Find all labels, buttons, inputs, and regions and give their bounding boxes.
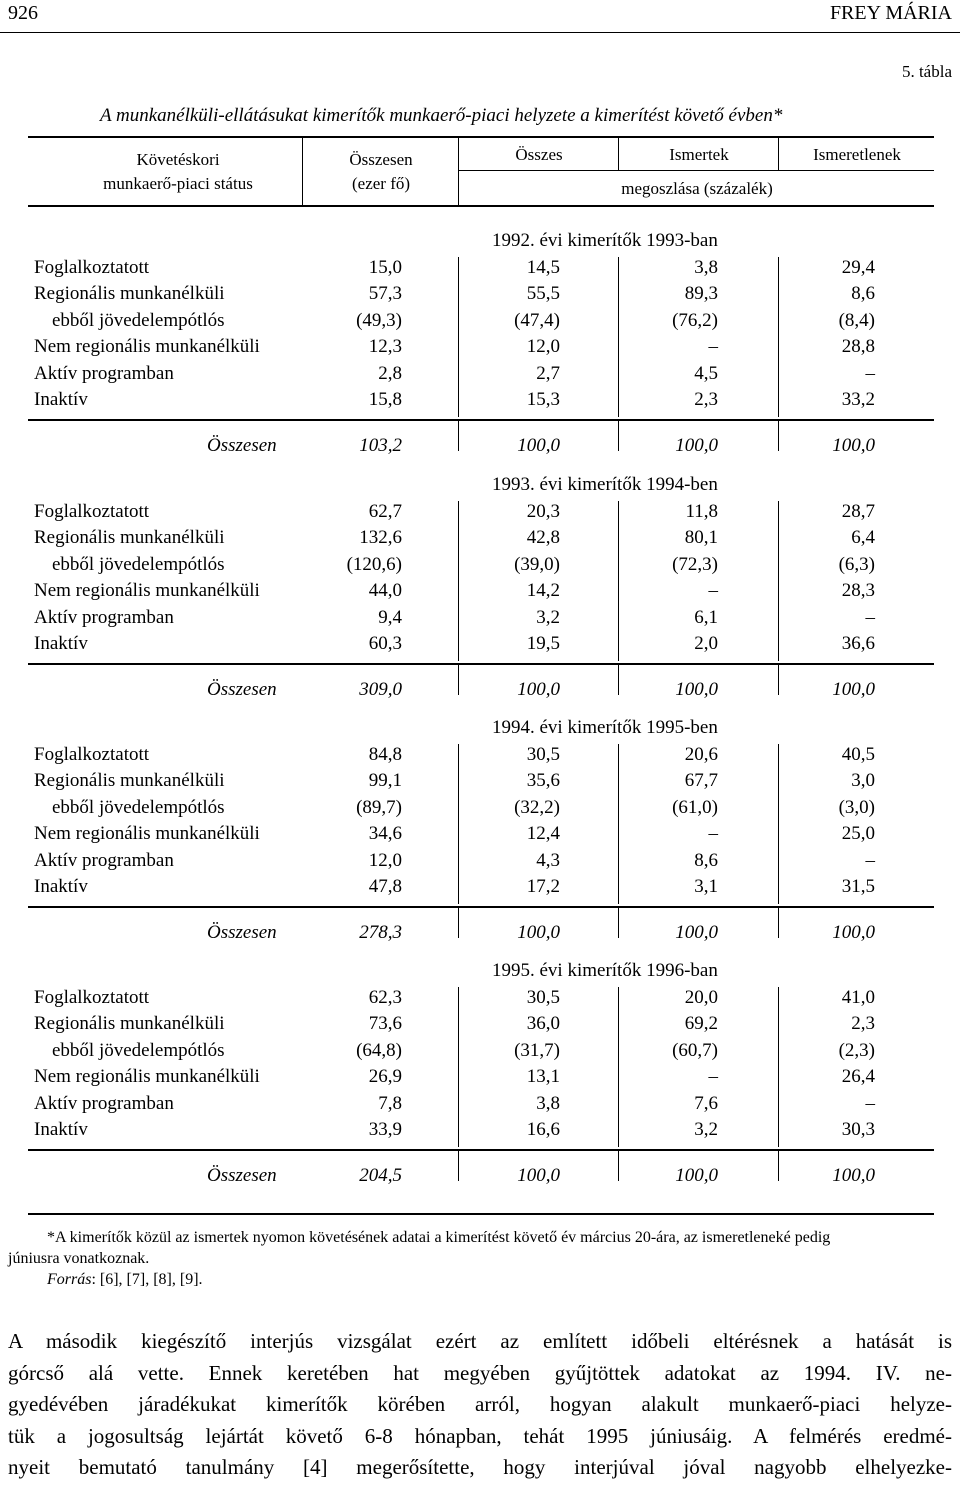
cell-total: (49,3) [356, 309, 402, 331]
row-label: Nem regionális munkanélküli [34, 580, 260, 602]
cell-known: 69,2 [684, 1013, 718, 1035]
cell-unknown: 25,0 [841, 823, 875, 845]
cell-total: (120,6) [346, 553, 402, 575]
cell-total: 26,9 [368, 1066, 402, 1088]
section-heading: 1995. évi kimerítők 1996-ban [492, 960, 718, 981]
cell-unknown: 28,8 [841, 336, 875, 358]
sum-all: 100,0 [517, 1165, 560, 1187]
cell-all: (32,2) [514, 796, 560, 818]
row-label: ebből jövedelempótlós [52, 309, 225, 331]
cell-total: 9,4 [378, 606, 402, 628]
cell-unknown: (3,0) [838, 796, 875, 818]
sum-all: 100,0 [517, 679, 560, 701]
sum-known: 100,0 [675, 435, 718, 457]
row-label: Foglalkoztatott [34, 744, 150, 765]
cell-total: 62,7 [368, 501, 402, 522]
col-header-total-line2: (ezer fő) [351, 174, 411, 193]
column-divider [778, 421, 779, 451]
cell-unknown: – [865, 606, 875, 628]
cell-known: 3,2 [694, 1119, 718, 1140]
col-header-total [304, 148, 458, 196]
cell-all: 19,5 [526, 633, 560, 654]
column-divider [458, 1151, 459, 1181]
section-heading: 1993. évi kimerítők 1994-ben [492, 474, 718, 495]
row-label: Aktív programban [34, 1092, 174, 1114]
row-label: Foglalkoztatott [34, 987, 150, 1008]
row-label: ebből jövedelempótlós [52, 796, 225, 818]
section-rule [28, 663, 934, 665]
row-label: Nem regionális munkanélküli [34, 1066, 260, 1088]
row-label: Inaktív [34, 876, 88, 897]
cell-total: 34,6 [368, 823, 402, 845]
col-header-unknown: Ismeretlenek [813, 145, 901, 164]
cell-known: (60,7) [672, 1039, 718, 1061]
sum-total: 278,3 [359, 922, 402, 944]
cell-known: 4,5 [694, 362, 718, 384]
cell-unknown: 2,3 [851, 1013, 875, 1035]
sum-known: 100,0 [675, 1165, 718, 1187]
cell-all: (47,4) [514, 309, 560, 331]
cell-unknown: (8,4) [838, 309, 875, 331]
cell-unknown: 40,5 [841, 744, 875, 765]
col-header-status-line1: Követéskori [136, 150, 220, 169]
cell-known: 11,8 [685, 501, 718, 522]
cell-known: – [708, 336, 718, 358]
body-line: nyeit bemutató tanulmány [4] megerősítette, hogy interjúval jóval nagyobb elhelyezke- [8, 1455, 952, 1479]
row-label: Aktív programban [34, 606, 174, 628]
cell-all: (31,7) [514, 1039, 560, 1061]
cell-known: 20,6 [684, 744, 718, 765]
table-bottom-rule [28, 1213, 934, 1215]
column-divider [778, 908, 779, 938]
row-label: Nem regionális munkanélküli [34, 823, 260, 845]
sum-label: Összesen [207, 679, 277, 701]
cell-total: 84,8 [368, 744, 402, 765]
row-label: Regionális munkanélküli [34, 770, 225, 792]
cell-unknown: 28,3 [841, 580, 875, 602]
source-note [47, 1271, 203, 1289]
sum-all: 100,0 [517, 922, 560, 944]
cell-total: 57,3 [368, 283, 402, 305]
col-header-status [60, 148, 296, 196]
column-divider [458, 421, 459, 451]
cell-unknown: 8,6 [851, 283, 875, 305]
col-header-distribution: megoszlása (százalék) [621, 179, 773, 198]
column-divider [458, 665, 459, 695]
row-label: ebből jövedelempótlós [52, 1039, 225, 1061]
cell-known: – [708, 823, 718, 845]
cell-known: (72,3) [672, 553, 718, 575]
header-divider [618, 137, 619, 171]
header-divider [302, 137, 303, 206]
row-label: ebből jövedelempótlós [52, 553, 225, 575]
cell-unknown: (2,3) [838, 1039, 875, 1061]
row-label: Nem regionális munkanélküli [34, 336, 260, 358]
row-label: Inaktív [34, 633, 88, 654]
sum-total: 204,5 [359, 1165, 402, 1187]
column-divider [778, 257, 779, 417]
column-divider [618, 908, 619, 938]
cell-total: 60,3 [368, 633, 402, 654]
cell-unknown: 6,4 [851, 527, 875, 549]
cell-total: (64,8) [356, 1039, 402, 1061]
sum-unknown: 100,0 [832, 1165, 875, 1187]
cell-known: – [708, 1066, 718, 1088]
cell-total: 62,3 [368, 987, 402, 1008]
cell-all: 2,7 [536, 362, 560, 384]
header-sub-rule [458, 170, 934, 171]
sum-unknown: 100,0 [832, 679, 875, 701]
cell-unknown: 29,4 [841, 257, 875, 278]
cell-known: 2,0 [694, 633, 718, 654]
table-title: A munkanélküli-ellátásukat kimerítők munkaerő-piaci helyzete a kimerítést követő évben* [100, 105, 783, 126]
cell-known: 3,8 [694, 257, 718, 278]
column-divider [778, 744, 779, 904]
cell-unknown: (6,3) [838, 553, 875, 575]
cell-total: 12,0 [368, 849, 402, 871]
row-label: Regionális munkanélküli [34, 527, 225, 549]
cell-total: 15,8 [368, 389, 402, 410]
cell-total: (89,7) [356, 796, 402, 818]
cell-total: 12,3 [368, 336, 402, 358]
sum-label: Összesen [207, 922, 277, 944]
cell-all: 14,5 [526, 257, 560, 278]
col-header-total-line1: Összesen [349, 150, 413, 169]
footnote-line1: *A kimerítők közül az ismertek nyomon követésének adatai a kimerítést követő év március 20-ára, az ismeretleneké pedig [47, 1229, 831, 1246]
cell-all: 4,3 [536, 849, 560, 871]
col-header-status-line2: munkaerő-piaci státus [103, 174, 253, 193]
page-number: 926 [8, 2, 38, 24]
cell-all: 12,4 [526, 823, 560, 845]
header-bottom-rule [28, 205, 934, 207]
column-divider [778, 665, 779, 695]
cell-total: 15,0 [368, 257, 402, 278]
column-divider [778, 987, 779, 1147]
cell-all: 3,2 [536, 606, 560, 628]
cell-total: 33,9 [368, 1119, 402, 1140]
section-rule [28, 419, 934, 421]
row-label: Aktív programban [34, 362, 174, 384]
cell-all: 13,1 [526, 1066, 560, 1088]
cell-unknown: 41,0 [841, 987, 875, 1008]
column-divider [778, 501, 779, 661]
section-rule [28, 906, 934, 908]
column-divider [618, 665, 619, 695]
header-rule [0, 32, 960, 33]
cell-total: 47,8 [368, 876, 402, 897]
column-divider [458, 987, 459, 1147]
cell-known: (61,0) [672, 796, 718, 818]
section-heading: 1994. évi kimerítők 1995-ben [492, 717, 718, 738]
sum-label: Összesen [207, 1165, 277, 1187]
cell-total: 44,0 [368, 580, 402, 602]
body-line: gyedévében járadékukat kimerítők körében arról, hogyan alakult munkaerő-piaci helyze- [8, 1392, 952, 1416]
body-line: A második kiegészítő interjús vizsgálat ezért az említett időbeli eltérésnek a hatását is [8, 1329, 952, 1353]
sum-unknown: 100,0 [832, 922, 875, 944]
cell-known: (76,2) [672, 309, 718, 331]
cell-known: 89,3 [684, 283, 718, 305]
body-line: górcső alá vette. Ennek keretében hat megyében gyűjtöttek adatokat az 1994. IV. ne- [8, 1360, 952, 1385]
footnote-line2: júniusra vonatkoznak. [8, 1250, 150, 1267]
column-divider [618, 257, 619, 417]
cell-unknown: 3,0 [851, 770, 875, 792]
cell-known: 6,1 [694, 606, 718, 628]
cell-all: 15,3 [526, 389, 560, 410]
cell-known: 20,0 [684, 987, 718, 1008]
cell-all: 30,5 [526, 744, 560, 765]
sum-known: 100,0 [675, 679, 718, 701]
row-label: Aktív programban [34, 849, 174, 871]
column-divider [618, 1151, 619, 1181]
source-text: : [6], [7], [8], [9]. [91, 1271, 203, 1288]
cell-all: 14,2 [526, 580, 560, 602]
cell-known: 8,6 [694, 849, 718, 871]
cell-known: 80,1 [684, 527, 718, 549]
sum-known: 100,0 [675, 922, 718, 944]
table-label: 5. tábla [901, 62, 952, 81]
section-heading: 1992. évi kimerítők 1993-ban [492, 230, 718, 251]
cell-total: 2,8 [378, 362, 402, 384]
cell-all: 3,8 [536, 1092, 560, 1114]
cell-unknown: – [865, 1092, 875, 1114]
cell-total: 73,6 [368, 1013, 402, 1035]
col-header-all: Összes [515, 145, 563, 164]
row-label: Inaktív [34, 389, 88, 410]
cell-all: 30,5 [526, 987, 560, 1008]
column-divider [458, 501, 459, 661]
cell-unknown: 31,5 [841, 876, 875, 897]
cell-unknown: 26,4 [841, 1066, 875, 1088]
cell-unknown: 28,7 [841, 501, 875, 522]
cell-known: 2,3 [694, 389, 718, 410]
row-label: Inaktív [34, 1119, 88, 1140]
column-divider [778, 1151, 779, 1181]
cell-known: 67,7 [684, 770, 718, 792]
cell-unknown: 30,3 [841, 1119, 875, 1140]
sum-total: 103,2 [359, 435, 402, 457]
header-divider [458, 137, 459, 206]
cell-all: 35,6 [526, 770, 560, 792]
col-header-known: Ismertek [669, 145, 729, 164]
row-label: Foglalkoztatott [34, 501, 150, 522]
section-rule [28, 1149, 934, 1151]
column-divider [618, 501, 619, 661]
table-top-rule [28, 136, 934, 138]
column-divider [458, 908, 459, 938]
cell-all: 12,0 [526, 336, 560, 358]
cell-known: – [708, 580, 718, 602]
cell-total: 99,1 [368, 770, 402, 792]
sum-all: 100,0 [517, 435, 560, 457]
cell-total: 7,8 [378, 1092, 402, 1114]
sum-total: 309,0 [359, 679, 402, 701]
cell-all: (39,0) [514, 553, 560, 575]
cell-all: 36,0 [526, 1013, 560, 1035]
row-label: Regionális munkanélküli [34, 1013, 225, 1035]
cell-known: 7,6 [694, 1092, 718, 1114]
cell-all: 17,2 [526, 876, 560, 897]
header-divider [778, 137, 779, 171]
cell-known: 3,1 [694, 876, 718, 897]
column-divider [458, 744, 459, 904]
cell-all: 55,5 [526, 283, 560, 305]
column-divider [618, 421, 619, 451]
cell-unknown: 36,6 [841, 633, 875, 654]
cell-unknown: – [865, 849, 875, 871]
row-label: Foglalkoztatott [34, 257, 150, 278]
cell-all: 16,6 [526, 1119, 560, 1140]
cell-unknown: – [865, 362, 875, 384]
cell-all: 42,8 [526, 527, 560, 549]
column-divider [458, 257, 459, 417]
sum-unknown: 100,0 [832, 435, 875, 457]
cell-unknown: 33,2 [841, 389, 875, 410]
cell-total: 132,6 [359, 527, 402, 549]
running-head-author: FREY MÁRIA [829, 2, 952, 24]
cell-all: 20,3 [526, 501, 560, 522]
source-label: Forrás [47, 1271, 92, 1288]
row-label: Regionális munkanélküli [34, 283, 225, 305]
sum-label: Összesen [207, 435, 277, 457]
body-line: tük a jogosultság lejártát követő 6-8 hónapban, tehát 1995 júniusáig. A felmérés eredmé- [8, 1423, 952, 1448]
column-divider [618, 744, 619, 904]
column-divider [618, 987, 619, 1147]
